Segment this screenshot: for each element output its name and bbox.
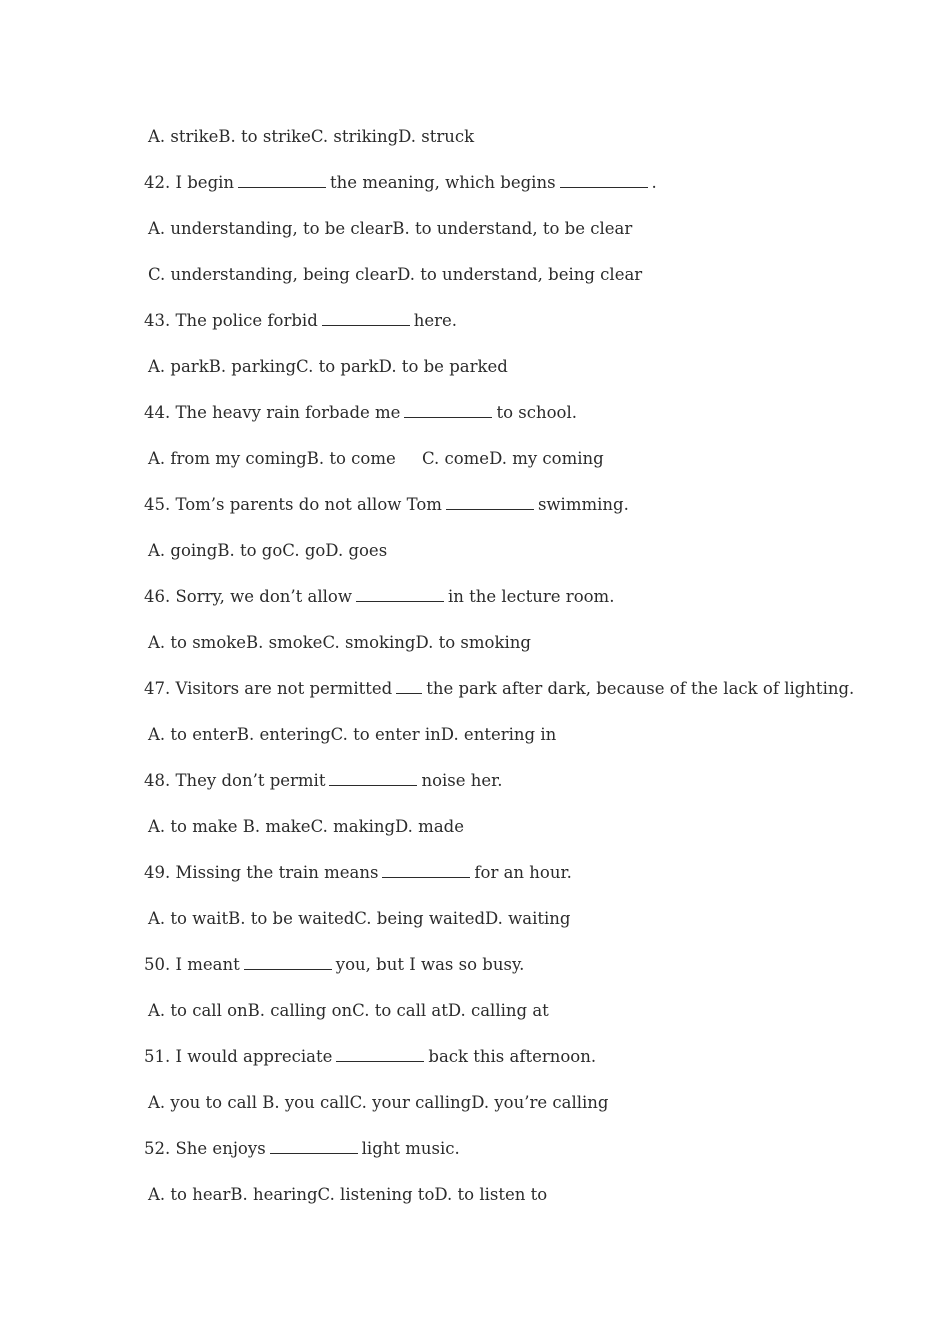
- question-text: in the lecture room.: [447, 587, 615, 606]
- question-52: [144, 1134, 864, 1180]
- question-42: [144, 168, 864, 214]
- question-46: [144, 582, 864, 628]
- question-text: 44. The heavy rain forbade me: [144, 403, 401, 422]
- question-text: 47. Visitors are not permitted: [144, 679, 393, 698]
- question-44: [144, 398, 864, 444]
- question-text: the meaning, which begins: [330, 173, 556, 192]
- question-48: [144, 766, 864, 812]
- question-text: swimming.: [537, 495, 629, 514]
- answer-blank: [396, 675, 422, 694]
- question-text: 51. I would appreciate: [144, 1047, 333, 1066]
- question-49: [144, 858, 864, 904]
- question-text: 50. I meant: [144, 955, 240, 974]
- options-line-50: A. to call onB. calling onC. to call atD. calling at: [148, 1001, 549, 1020]
- options-line-45: A. goingB. to goC. goD. goes: [148, 541, 388, 560]
- options-line-42a: A. understanding, to be clearB. to understand, to be clear: [148, 219, 633, 238]
- options-line-42b: C. understanding, being clearD. to understand, being clear: [148, 265, 643, 284]
- answer-blank: [322, 307, 410, 326]
- question-45: [144, 490, 864, 536]
- question-text: 45. Tom’s parents do not allow Tom: [144, 495, 442, 514]
- options-line-44: A. from my comingB. to come C. comeD. my coming: [148, 449, 604, 468]
- answer-blank: [329, 767, 417, 786]
- question-text: you, but I was so busy.: [335, 955, 525, 974]
- answer-blank: [560, 169, 648, 188]
- options-line-49: A. to waitB. to be waitedC. being waitedD. waiting: [148, 909, 571, 928]
- question-text: light music.: [361, 1139, 460, 1158]
- question-text: 46. Sorry, we don’t allow: [144, 587, 352, 606]
- question-text: to school.: [496, 403, 577, 422]
- question-text: 49. Missing the train means: [144, 863, 379, 882]
- answer-blank: [336, 1043, 424, 1062]
- question-text: 48. They don’t permit: [144, 771, 326, 790]
- answer-blank: [270, 1135, 358, 1154]
- options-line-43: A. parkB. parkingC. to parkD. to be parked: [148, 357, 508, 376]
- options-line-41: A. strikeB. to strikeC. strikingD. struck: [148, 127, 475, 146]
- question-text: noise her.: [421, 771, 503, 790]
- question-text: .: [651, 173, 657, 192]
- question-text: the park after dark, because of the lack of lighting.: [426, 679, 855, 698]
- question-text: back this afternoon.: [428, 1047, 597, 1066]
- question-text: 52. She enjoys: [144, 1139, 266, 1158]
- answer-blank: [356, 583, 444, 602]
- question-list: [144, 122, 864, 1226]
- options-line-51: A. you to call B. you callC. your callingD. you’re calling: [148, 1093, 609, 1112]
- answer-blank: [446, 491, 534, 510]
- question-text: 42. I begin: [144, 173, 235, 192]
- question-text: 43. The police forbid: [144, 311, 318, 330]
- question-47: [144, 674, 864, 720]
- answer-blank: [238, 169, 326, 188]
- answer-blank: [244, 951, 332, 970]
- options-line-47: A. to enterB. enteringC. to enter inD. entering in: [148, 725, 557, 744]
- question-50: [144, 950, 864, 996]
- question-43: [144, 306, 864, 352]
- question-text: here.: [413, 311, 458, 330]
- options-line-48: A. to make B. makeC. makingD. made: [148, 817, 464, 836]
- options-line-52: A. to hearB. hearingC. listening toD. to listen to: [148, 1185, 548, 1204]
- answer-blank: [382, 859, 470, 878]
- question-51: [144, 1042, 864, 1088]
- answer-blank: [404, 399, 492, 418]
- options-line-46: A. to smokeB. smokeC. smokingD. to smoking: [148, 633, 531, 652]
- question-text: for an hour.: [474, 863, 572, 882]
